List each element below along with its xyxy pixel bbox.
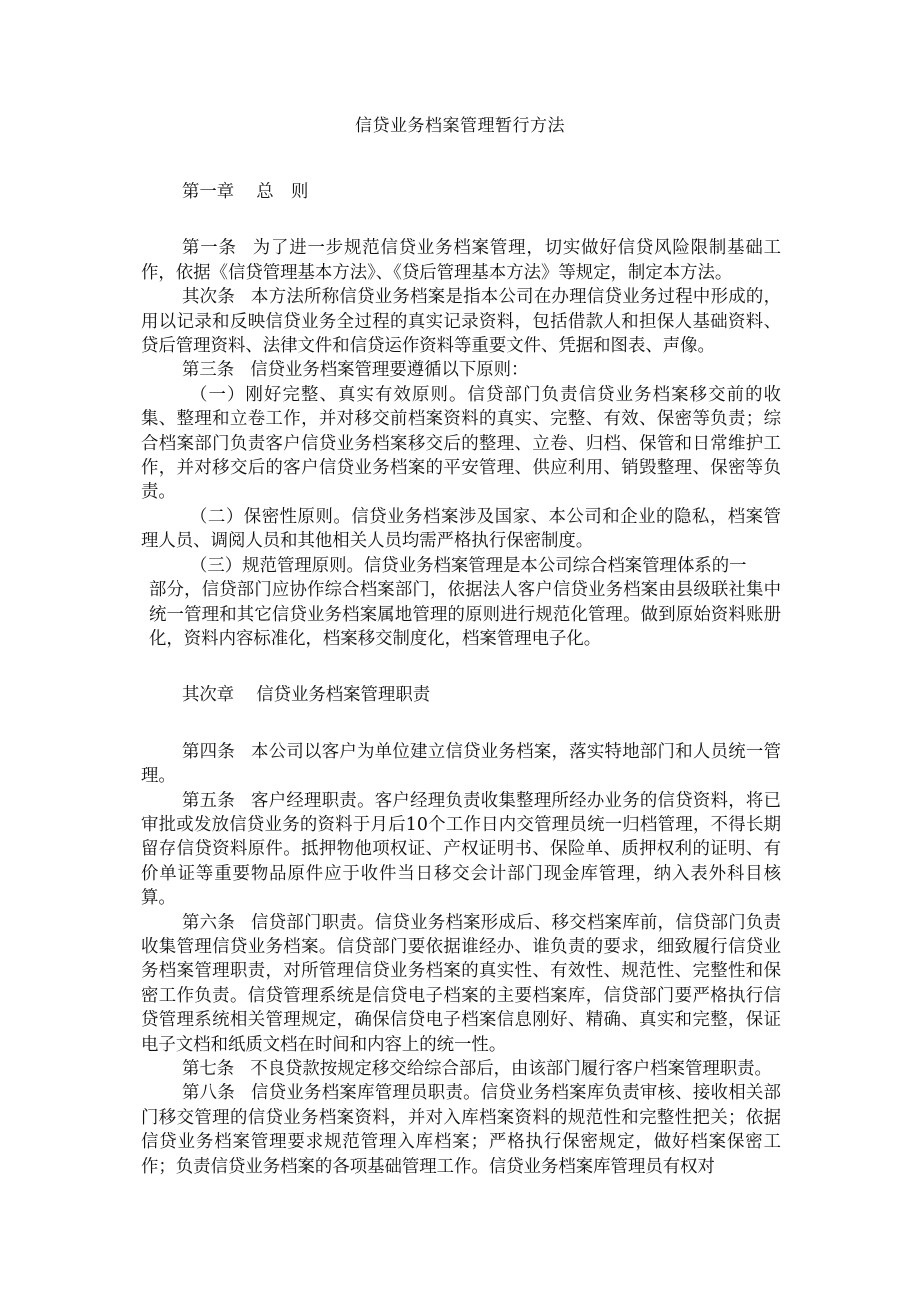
- article-text: 信贷业务档案管理要遵循以下原则：: [250, 360, 529, 381]
- principle-item-continuation: 部分，信贷部门应协作综合档案部门，依据法人客户信贷业务档案由县级联社集中统一管理和其它信贷业务档案属地管理的原则进行规范化管理。做到原始资料账册化，资料内容标准化，档案移交制度化，档案管理电子化。: [149, 580, 781, 649]
- article-text: 客户经理职责。客户经理负责收集整理所经办业务的信贷资料，将已审批或发放信贷业务的资料于月后10个工作日内交管理员统一归档管理，不得长期留存信贷资料原件。抵押物他项权证、产权证明书、保险单、质押权利的证明、有价单证等重要物品原件应于收件当日移交会计部门现金库管理，纳入表外科目核算。: [141, 790, 781, 909]
- article: [141, 1081, 781, 1179]
- article-text: 信贷业务档案库管理员职责。信贷业务档案库负责审核、接收相关部门移交管理的信贷业务档案资料，并对入库档案资料的规范性和完整性把关；依据信贷业务档案管理要求规范管理入库档案；严格执行保密规定，做好档案保密工作；负责信贷业务档案的各项基础管理工作。信贷业务档案库管理员有权对: [141, 1083, 781, 1177]
- article-text: 信贷部门职责。信贷业务档案形成后、移交档案库前，信贷部门负责收集管理信贷业务档案。信贷部门要依据谁经办、谁负责的要求，细致履行信贷业务档案管理职责，对所管理信贷业务档案的真实性、有效性、规范性、完整性和保密工作负责。信贷管理系统是信贷电子档案的主要档案库，信贷部门要严格执行信贷管理系统相关管理规定，确保信贷电子档案信息刚好、精确、真实和完整，保证电子文档和纸质文档在时间和内容上的统一性。: [141, 912, 781, 1055]
- article-text: 本公司以客户为单位建立信贷业务档案，落实特地部门和人员统一管理。: [141, 741, 781, 787]
- article-number: 第八条: [182, 1083, 236, 1104]
- chapter-heading: [141, 180, 781, 204]
- article-text: 不良贷款按规定移交给综合部后，由该部门履行客户档案管理职责。: [250, 1059, 772, 1079]
- principle-item: （二）保密性原则。信贷业务档案涉及国家、本公司和企业的隐私，档案管理人员、调阅人员和其他相关人员均需严格执行保密制度。: [141, 506, 781, 552]
- article: [141, 358, 781, 382]
- article: [141, 236, 781, 285]
- spacer: [141, 708, 781, 732]
- principle-item: （一）刚好完整、真实有效原则。信贷部门负责信贷业务档案移交前的收集、整理和立卷工作，并对移交前档案资料的真实、完整、有效、保密等负责；综合档案部门负责客户信贷业务档案移交后的整理、立卷、归档、保管和日常维护工作，并对移交后的客户信贷业务档案的平安管理、供应利用、销毁整理、保密等负责。: [141, 384, 781, 503]
- principle-item-first-line: （三）规范管理原则。信贷业务档案管理是本公司综合档案管理体系的一: [190, 555, 747, 576]
- article: [141, 740, 781, 789]
- article-number: 第一条: [182, 238, 237, 259]
- spacer: [141, 204, 781, 228]
- spacer: [141, 651, 781, 675]
- article: [141, 789, 781, 911]
- article: [141, 285, 781, 358]
- chapter-number: 第一章: [182, 182, 235, 202]
- document-title: 信贷业务档案管理暂行方法: [355, 116, 565, 136]
- article-number: 第四条: [182, 741, 236, 762]
- article-number: 第六条: [182, 912, 236, 933]
- article: [141, 911, 781, 1057]
- chapter-name: 信贷业务档案管理职责: [256, 685, 431, 706]
- article-text: 本方法所称信贷业务档案是指本公司在办理信贷业务过程中形成的，用以记录和反映信贷业务全过程的真实记录资料，包括借款人和担保人基础资料、贷后管理资料、法律文件和信贷运作资料等重要文件、凭据和图表、声像。: [141, 287, 781, 357]
- article-number: 第五条: [182, 790, 236, 811]
- article: [141, 1057, 781, 1081]
- principle-item: [141, 554, 781, 652]
- article-number: 其次条: [182, 287, 236, 308]
- chapter-number: 其次章: [182, 685, 235, 706]
- article-number: 第七条: [182, 1059, 235, 1079]
- chapter-heading: [141, 683, 781, 707]
- chapter-name: 总 则: [256, 182, 309, 202]
- document-body: [141, 180, 781, 1179]
- article-number: 第三条: [182, 360, 235, 381]
- article-text: 为了进一步规范信贷业务档案管理，切实做好信贷风险限制基础工作，依据《信贷管理基本方法》、《贷后管理基本方法》等规定，制定本方法。: [141, 238, 781, 283]
